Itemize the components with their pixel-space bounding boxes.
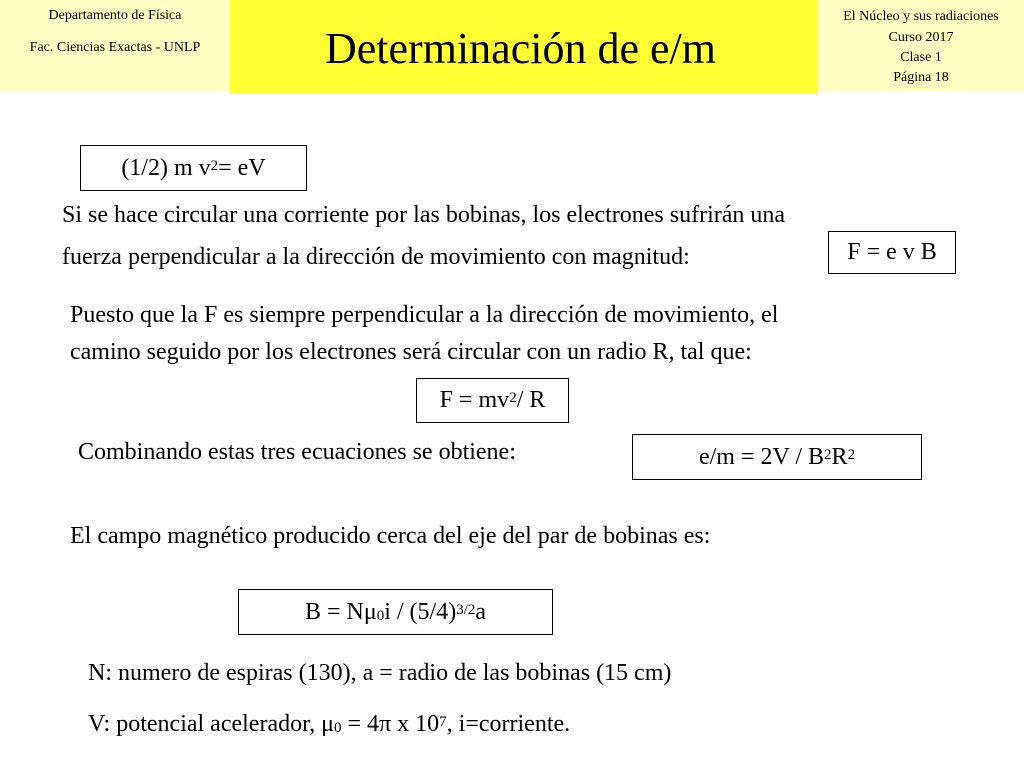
- eq1-exponent: 2: [210, 157, 219, 174]
- p6-part-b: = 4π x 10: [341, 711, 440, 737]
- p6-subscript: 0: [334, 720, 342, 736]
- lorentz-force-equation-box: F = e v B: [828, 231, 956, 274]
- header-right-panel: [818, 0, 1024, 92]
- paragraph-2-line-2: camino seguido por los electrones será circular con un radio R, tal que:: [70, 339, 752, 365]
- eq3-part-a: F = mv: [439, 387, 510, 413]
- p6-part-a: V: potencial acelerador, μ: [88, 711, 334, 737]
- kinetic-energy-equation-box: [80, 145, 307, 191]
- page-number-label: Página 18: [893, 70, 949, 85]
- header-title-panel: [230, 0, 818, 94]
- magnetic-field-equation-box: [238, 589, 553, 635]
- department-label: Departamento de Física: [48, 8, 182, 23]
- paragraph-1-line-1: Si se hace circular una corriente por las bobinas, los electrones sufrirán una: [62, 202, 786, 228]
- paragraph-5: N: numero de espiras (130), a = radio de las bobinas (15 cm): [88, 660, 672, 686]
- year-label: Curso 2017: [888, 30, 954, 45]
- paragraph-1-line-2: fuerza perpendicular a la dirección de movimiento con magnitud:: [62, 244, 690, 270]
- course-label: El Núcleo y sus radiaciones: [843, 9, 999, 24]
- eq4-part-a: e/m = 2V / B: [698, 443, 825, 470]
- eq4-exponent-2: 2: [847, 446, 856, 463]
- eq4-part-b: R: [831, 443, 848, 470]
- eq5-part-c: a: [475, 598, 487, 625]
- eq1-part-b: = eV: [218, 154, 266, 181]
- p6-exponent: 7: [439, 714, 447, 730]
- p6-part-c: , i=corriente.: [446, 711, 571, 737]
- eq4-exponent-1: 2: [824, 446, 832, 463]
- charge-mass-ratio-equation-box: [632, 434, 922, 480]
- eq5-exponent: 3/2: [456, 601, 476, 618]
- eq3-part-b: / R: [516, 387, 546, 413]
- eq5-subscript: 0: [376, 607, 385, 624]
- page-title: Determinación de e/m: [325, 24, 716, 73]
- class-label: Clase 1: [900, 50, 942, 65]
- paragraph-3: Combinando estas tres ecuaciones se obtiene:: [78, 439, 516, 465]
- header-left-panel: [0, 0, 230, 92]
- eq3-exponent: 2: [509, 390, 517, 406]
- faculty-label: Fac. Ciencias Exactas - UNLP: [29, 40, 201, 55]
- eq5-part-b: i / (5/4): [384, 598, 457, 625]
- paragraph-6: [88, 705, 570, 743]
- eq1-part-a: (1/2) m v: [121, 154, 211, 181]
- centripetal-force-equation-box: [416, 378, 569, 423]
- paragraph-4: El campo magnético producido cerca del eje del par de bobinas es:: [70, 523, 711, 549]
- eq5-part-a: B = Nμ: [304, 598, 377, 625]
- paragraph-2-line-1: Puesto que la F es siempre perpendicular a la dirección de movimiento, el: [70, 302, 779, 328]
